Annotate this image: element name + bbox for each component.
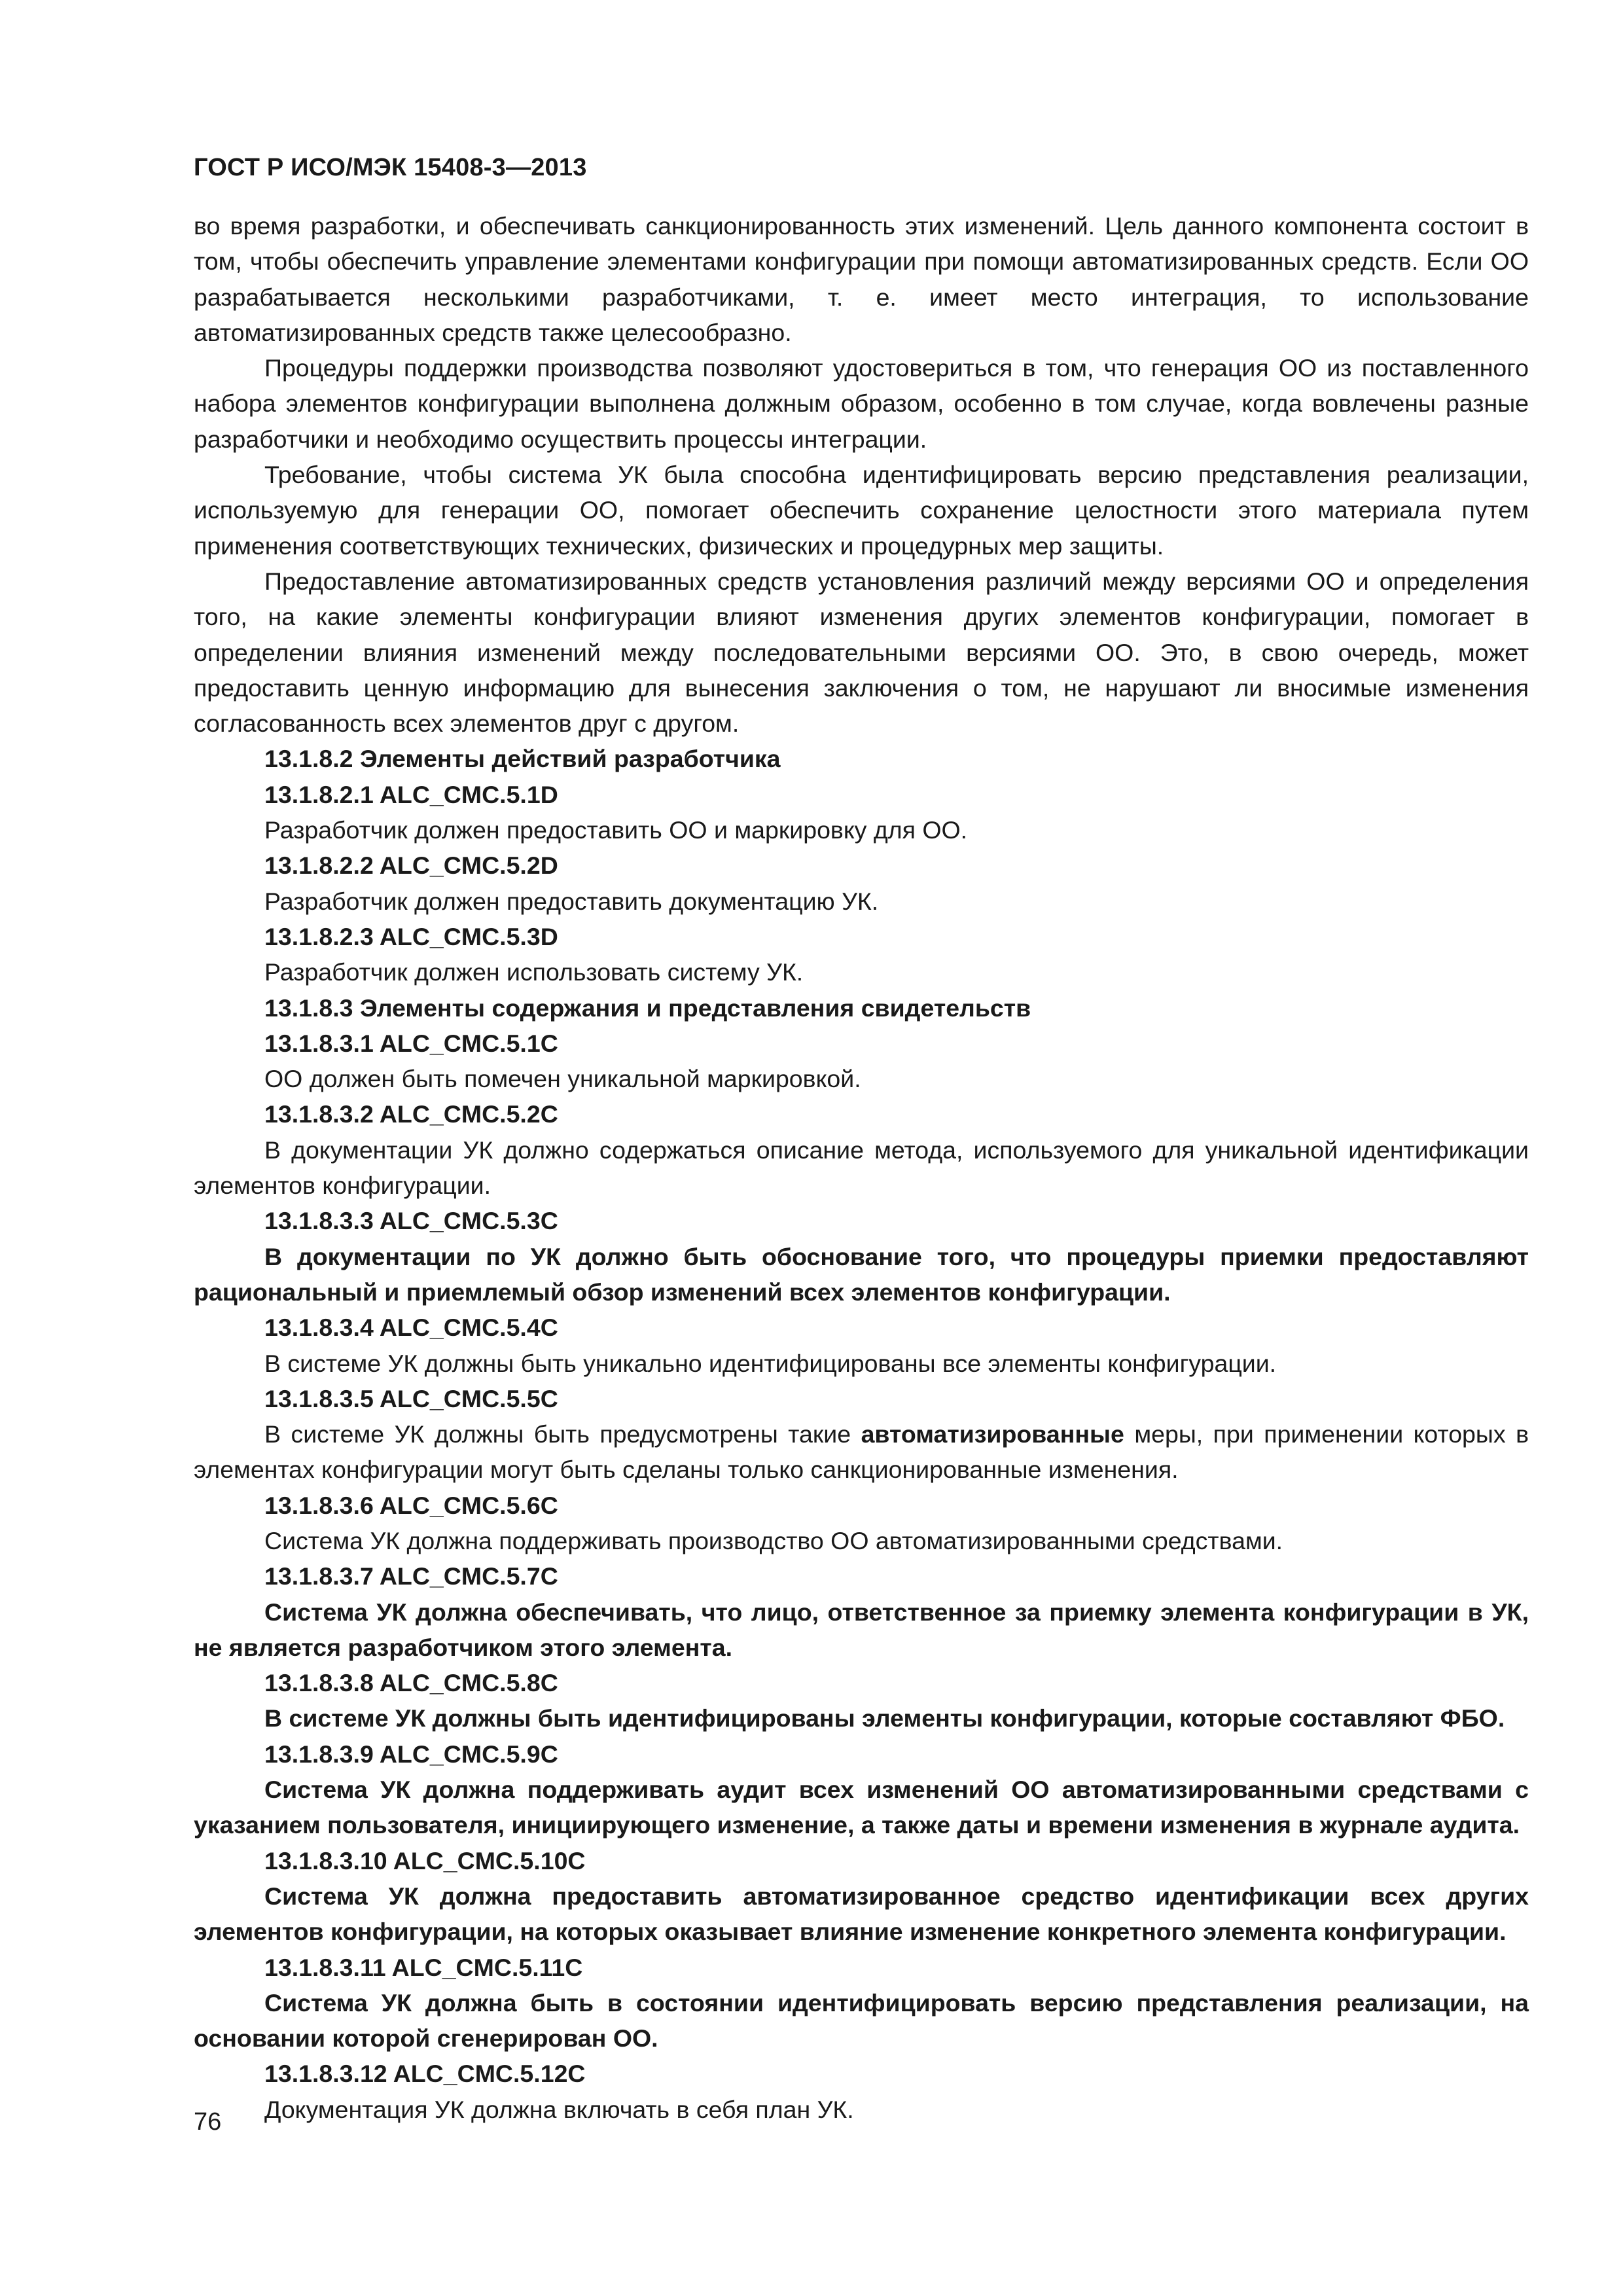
element-heading: 13.1.8.2.1 ALC_CMC.5.1D [264, 780, 558, 808]
element-text: Разработчик должен использовать систему УК. [264, 958, 804, 986]
element-heading: 13.1.8.3.1 ALC_CMC.5.1C [264, 1029, 558, 1057]
element-text: Разработчик должен предоставить документацию УК. [264, 887, 879, 915]
section-heading: 13.1.8.3 Элементы содержания и представления свидетельств [264, 994, 1031, 1022]
element-heading: 13.1.8.3.3 ALC_CMC.5.3C [264, 1207, 558, 1235]
element-heading: 13.1.8.3.5 ALC_CMC.5.5C [264, 1384, 558, 1412]
element-heading: 13.1.8.3.8 ALC_CMC.5.8C [264, 1669, 558, 1697]
document-header: ГОСТ Р ИСО/МЭК 15408-3—2013 [194, 154, 587, 181]
paragraph: Предоставление автоматизированных средств установления различий между версиями ОО и определения того, на какие элементы конфигурации влияют изменения других элементов конфигурации, помогает в определении влияния изменений между последовательными версиями ОО. Это, в свою очередь, может предоставить ценную информацию для вынесения заключения о том, не нарушают ли вносимые изменения согласованность всех элементов друг с другом. [194, 567, 1529, 738]
element-text: Система УК должна быть в состоянии идентифицировать версию представления реализации, на основании которой сгенерирован ОО. [194, 1988, 1529, 2053]
emphasis-text: автоматизированные [861, 1420, 1124, 1448]
paragraph: во время разработки, и обеспечивать санкционированность этих изменений. Цель данного компонента состоит в том, чтобы обеспечить управление элементами конфигурации при помощи автоматизированных средств. Если ОО разрабатывается несколькими разработчиками, т. е. имеет место интеграция, то использование автоматизированных средств также целесообразно. [194, 212, 1529, 346]
element-text: Система УК должна предоставить автоматизированное средство идентификации всех других элементов конфигурации, на которых оказывает влияние изменение конкретного элемента конфигурации. [194, 1882, 1529, 1946]
element-text: Документация УК должна включать в себя план УК. [264, 2095, 854, 2123]
element-text: Система УК должна обеспечивать, что лицо, ответственное за приемку элемента конфигурации в УК, не является разработчиком этого элемента. [194, 1598, 1529, 1661]
element-text: В документации по УК должно быть обоснование того, что процедуры приемки предоставляют рациональный и приемлемый обзор изменений всех элементов конфигурации. [194, 1242, 1529, 1306]
element-text: Разработчик должен предоставить ОО и маркировку для ОО. [264, 816, 968, 844]
text-run: В системе УК должны быть предусмотрены такие [264, 1420, 861, 1448]
element-heading: 13.1.8.3.4 ALC_CMC.5.4C [264, 1314, 558, 1342]
element-text: Система УК должна поддерживать аудит всех изменений ОО автоматизированными средствами с указанием пользователя, инициирующего изменение, а также даты и времени изменения в журнале аудита. [194, 1776, 1529, 1839]
element-text [194, 1416, 1529, 1488]
page-number: 76 [194, 2108, 222, 2136]
element-heading: 13.1.8.3.7 ALC_CMC.5.7C [264, 1562, 558, 1590]
element-heading: 13.1.8.3.10 ALC_CMC.5.10C [264, 1846, 586, 1874]
element-text: В документации УК должно содержаться описание метода, используемого для уникальной идентификации элементов конфигурации. [194, 1136, 1529, 1200]
element-text: В системе УК должны быть идентифицированы элементы конфигурации, которые составляют ФБО. [264, 1704, 1505, 1732]
element-text: ОО должен быть помечен уникальной маркировкой. [264, 1065, 861, 1093]
element-heading: 13.1.8.3.11 ALC_CMC.5.11C [264, 1953, 583, 1981]
document-body [194, 208, 1529, 2127]
element-heading: 13.1.8.3.9 ALC_CMC.5.9C [264, 1740, 558, 1768]
element-text: В системе УК должны быть уникально идентифицированы все элементы конфигурации. [264, 1349, 1277, 1377]
element-heading: 13.1.8.2.2 ALC_CMC.5.2D [264, 852, 558, 880]
text-run: меры, при применении которых в элементах конфигурации могут быть сделаны только санкционированные изменения. [194, 1420, 1529, 1484]
element-text: Система УК должна поддерживать производство ОО автоматизированными средствами. [264, 1526, 1283, 1554]
section-heading: 13.1.8.2 Элементы действий разработчика [264, 745, 781, 773]
paragraph: Требование, чтобы система УК была способна идентифицировать версию представления реализации, используемую для генерации ОО, помогает обеспечить сохранение целостности этого материала путем применения соответствующих технических, физических и процедурных мер защиты. [194, 461, 1529, 560]
element-heading: 13.1.8.2.3 ALC_CMC.5.3D [264, 922, 558, 950]
element-heading: 13.1.8.3.12 ALC_CMC.5.12C [264, 2060, 586, 2088]
element-heading: 13.1.8.3.2 ALC_CMC.5.2C [264, 1100, 558, 1128]
paragraph: Процедуры поддержки производства позволяют удостовериться в том, что генерация ОО из поставленного набора элементов конфигурации выполнена должным образом, особенно в том случае, когда вовлечены разные разработчики и необходимо осуществить процессы интеграции. [194, 354, 1529, 453]
element-heading: 13.1.8.3.6 ALC_CMC.5.6C [264, 1491, 558, 1519]
